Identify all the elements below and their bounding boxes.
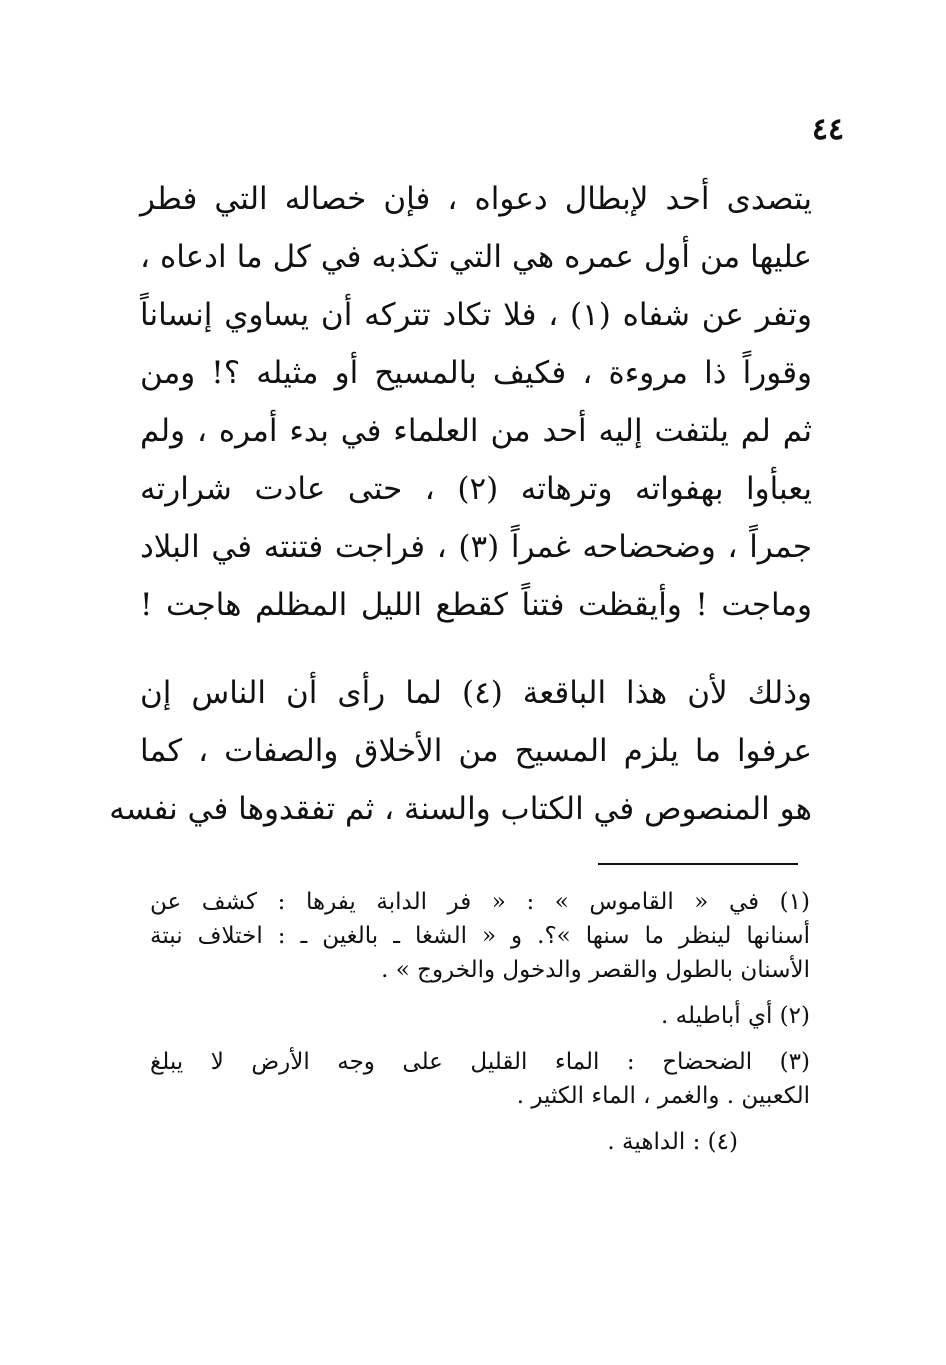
footnote-divider xyxy=(598,863,798,865)
text-line: ثم لم يلتفت إليه أحد من العلماء في بدء أمره ، ولم xyxy=(140,413,812,449)
paragraph xyxy=(109,664,812,838)
footnote-line: (٤) : الداهية . xyxy=(607,1129,738,1155)
body-text xyxy=(109,170,812,838)
footnote-4 xyxy=(150,1125,810,1159)
footnote-spacer xyxy=(150,1113,810,1125)
footnote-line: أسنانها لينظر ما سنها »؟. و « الشغا ـ بالغين ـ : اختلاف نبتة xyxy=(150,923,810,949)
footnote-line: الأسنان بالطول والقصر والدخول والخروج » . xyxy=(381,957,810,983)
text-line: يعبأوا بهفواته وترهاته (٢) ، حتى عادت شرارته xyxy=(140,471,812,507)
text-line: وذلك لأن هذا الباقعة (٤) لما رأى أن الناس إن xyxy=(140,675,812,711)
footnote-line: (٢) أي أباطيله . xyxy=(661,1003,810,1029)
footnote-spacer xyxy=(150,987,810,999)
text-line: وتفر عن شفاه (١) ، فلا تكاد تتركه أن يساوي إنساناً xyxy=(140,297,812,333)
footnote-line: (٣) الضحضاح : الماء القليل على وجه الأرض لا يبلغ xyxy=(150,1049,810,1075)
text-line: عليها من أول عمره هي التي تكذبه في كل ما ادعاه ، xyxy=(140,239,812,275)
text-line: جمراً ، وضحضاحه غمراً (٣) ، فراجت فتنته في البلاد xyxy=(140,529,812,565)
footnote-line: (١) في « القاموس » : « فر الدابة يفرها : كشف عن xyxy=(150,889,810,915)
paragraph xyxy=(140,170,812,634)
page-number: ٤٤ xyxy=(811,112,845,147)
footnote-spacer xyxy=(150,1033,810,1045)
text-line: هو المنصوص في الكتاب والسنة ، ثم تفقدوها في نفسه xyxy=(109,791,812,827)
footnote-line: الكعبين . والغمر ، الماء الكثير . xyxy=(516,1083,810,1109)
footnote-3 xyxy=(150,1045,810,1113)
text-line: يتصدى أحد لإبطال دعواه ، فإن خصاله التي فطر xyxy=(140,181,812,217)
text-line: عرفوا ما يلزم المسيح من الأخلاق والصفات ، كما xyxy=(140,733,812,769)
text-line: وماجت ! وأيقظت فتناً كقطع الليل المظلم هاجت ! xyxy=(140,587,812,623)
text-line: وقوراً ذا مروءة ، فكيف بالمسيح أو مثيله ؟! ومن xyxy=(140,355,812,391)
footnote-1 xyxy=(150,885,810,987)
footnote-2 xyxy=(150,999,810,1033)
footnotes xyxy=(150,885,810,1159)
paragraph-spacer xyxy=(140,634,812,664)
